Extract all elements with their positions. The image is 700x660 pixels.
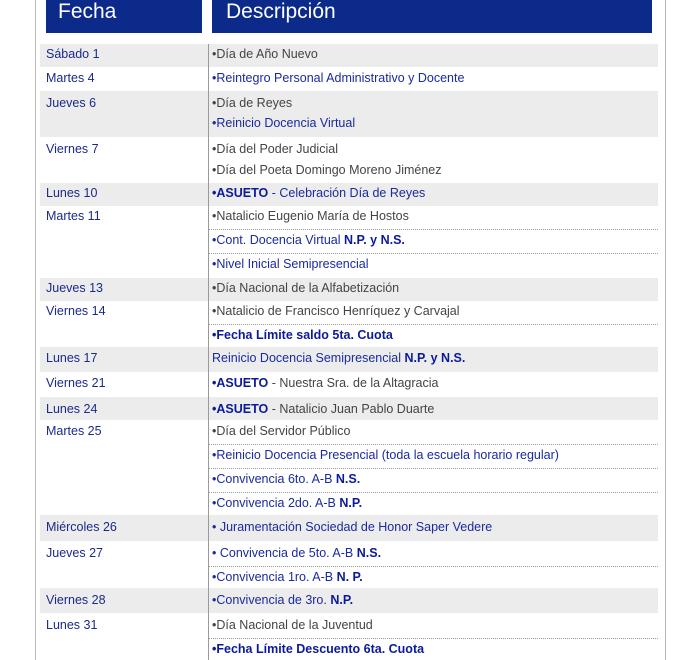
- row-date: Viernes 28: [46, 593, 106, 607]
- event-text: •Convivencia 1ro. A-B: [212, 570, 337, 584]
- event-description: [212, 472, 360, 486]
- event-text: •Nivel Inicial Semipresencial: [212, 257, 369, 271]
- event-text: •Día de Reyes: [212, 96, 293, 110]
- event-description: [212, 71, 464, 85]
- event-text: •Día del Poeta Domingo Moreno Jiménez: [212, 163, 442, 177]
- table-row: [40, 137, 658, 183]
- event-text-bold: •Fecha Límite Descuento 6ta. Cuota: [212, 642, 425, 656]
- row-divider-dotted: [208, 638, 658, 639]
- row-date: Martes 11: [46, 209, 101, 223]
- table-row: [40, 44, 658, 67]
- table-row: [40, 613, 658, 660]
- row-divider-dotted: [208, 229, 658, 230]
- event-text: - Natalicio Juan Pablo Duarte: [268, 402, 435, 416]
- table-row: [40, 347, 658, 372]
- row-divider-dotted: [208, 253, 658, 254]
- page-border-left: [35, 0, 36, 660]
- table-row: [40, 206, 658, 278]
- event-description: [212, 424, 350, 438]
- table-row: [40, 91, 658, 137]
- event-text: • Juramentación Sociedad de Honor Saper Vedere: [212, 520, 493, 534]
- event-text-bold: N.S.: [335, 472, 361, 486]
- row-divider-dotted: [208, 324, 658, 325]
- column-divider: [208, 91, 209, 137]
- event-description: [212, 96, 292, 110]
- event-text: •Día Nacional de la Alfabetización: [212, 281, 400, 295]
- row-date: Viernes 7: [46, 142, 99, 156]
- event-text-bold: •ASUETO: [212, 186, 269, 200]
- table-row: [40, 397, 658, 420]
- column-header-descripcion-label: Descripción: [226, 0, 336, 23]
- column-divider: [208, 372, 209, 397]
- event-description: [212, 186, 425, 200]
- event-text: •Reinicio Docencia Virtual: [212, 116, 356, 130]
- event-text: •Natalicio Eugenio María de Hostos: [212, 209, 409, 223]
- row-divider-dotted: [208, 566, 658, 567]
- column-header-fecha: [46, 0, 202, 33]
- row-date: Viernes 21: [46, 376, 106, 390]
- event-text: •Reinicio Docencia Presencial (toda la escuela horario regular): [212, 448, 559, 462]
- row-divider-dotted: [208, 492, 658, 493]
- table-row: [40, 372, 658, 397]
- event-text-bold: N.P.: [339, 496, 363, 510]
- event-description: [212, 209, 409, 223]
- event-text-bold: N.P. y N.S.: [404, 351, 466, 365]
- event-text-bold: •ASUETO: [212, 402, 269, 416]
- column-divider: [208, 206, 209, 278]
- column-divider: [208, 44, 209, 67]
- column-divider: [208, 541, 209, 588]
- table-row: [40, 278, 658, 301]
- row-date: Miércoles 26: [46, 520, 117, 534]
- event-description: [212, 618, 373, 632]
- table-row: [40, 541, 658, 588]
- column-divider: [208, 397, 209, 420]
- event-description: [212, 351, 465, 365]
- table-row: [40, 588, 658, 613]
- event-text-bold: •ASUETO: [212, 376, 269, 390]
- row-date: Martes 4: [46, 71, 95, 85]
- row-date: Lunes 10: [46, 186, 98, 200]
- event-text: •Día del Servidor Público: [212, 424, 351, 438]
- event-text: •Natalicio de Francisco Henríquez y Carvajal: [212, 304, 460, 318]
- event-text-bold: N.S.: [356, 546, 382, 560]
- event-description: [212, 520, 492, 534]
- table-row: [40, 420, 658, 515]
- row-date: Martes 25: [46, 424, 102, 438]
- column-divider: [208, 278, 209, 301]
- event-text: Reinicio Docencia Semipresencial: [212, 351, 405, 365]
- event-text: •Día de Año Nuevo: [212, 47, 318, 61]
- event-description: [212, 281, 399, 295]
- table-row: [40, 515, 658, 541]
- table-row: [40, 301, 658, 347]
- row-date: Lunes 24: [46, 402, 98, 416]
- event-text: •Día Nacional de la Juventud: [212, 618, 373, 632]
- event-text-bold: N. P.: [336, 570, 363, 584]
- event-description: [212, 376, 438, 390]
- row-date: Jueves 6: [46, 96, 97, 110]
- event-description: [212, 233, 405, 247]
- event-text-bold: N.P.: [330, 593, 354, 607]
- column-divider: [208, 515, 209, 541]
- table-row: [40, 183, 658, 206]
- event-text: •Convivencia de 3ro.: [212, 593, 331, 607]
- column-divider: [208, 137, 209, 183]
- event-text: •Cont. Docencia Virtual: [212, 233, 344, 247]
- event-text: - Nuestra Sra. de la Altagracia: [268, 376, 439, 390]
- event-description: [212, 257, 369, 271]
- page-border-right: [665, 0, 666, 660]
- event-description: [212, 496, 362, 510]
- event-description: [212, 304, 460, 318]
- row-divider-dotted: [208, 468, 658, 469]
- event-description: [212, 402, 434, 416]
- row-divider-dotted: [208, 444, 658, 445]
- column-divider: [208, 613, 209, 660]
- row-date: Lunes 17: [46, 351, 98, 365]
- row-date: Jueves 13: [46, 281, 103, 295]
- event-description: [212, 163, 442, 177]
- row-date: Viernes 14: [46, 304, 106, 318]
- column-header-fecha-label: Fecha: [58, 0, 117, 23]
- event-text: •Convivencia 2do. A-B: [212, 496, 340, 510]
- column-divider: [208, 347, 209, 372]
- event-text: •Convivencia 6to. A-B: [212, 472, 336, 486]
- event-description: [212, 448, 559, 462]
- event-text-bold: •Fecha Límite saldo 5ta. Cuota: [212, 328, 393, 342]
- event-text: - Celebración Día de Reyes: [268, 186, 426, 200]
- event-description: [212, 142, 338, 156]
- event-description: [212, 116, 355, 130]
- column-divider: [208, 67, 209, 91]
- row-date: Lunes 31: [46, 618, 98, 632]
- event-description: [212, 570, 363, 584]
- event-description: [212, 642, 424, 656]
- event-description: [212, 328, 393, 342]
- event-text: •Reintegro Personal Administrativo y Docente: [212, 71, 465, 85]
- event-text: •Día del Poder Judicial: [212, 142, 338, 156]
- event-description: [212, 546, 381, 560]
- event-description: [212, 593, 353, 607]
- event-text-bold: N.P. y N.S.: [344, 233, 405, 247]
- table-row: [40, 67, 658, 91]
- event-description: [212, 47, 318, 61]
- column-header-descripcion: [212, 0, 652, 33]
- column-divider: [208, 588, 209, 613]
- event-text: • Convivencia de 5to. A-B: [212, 546, 357, 560]
- row-date: Sábado 1: [46, 47, 100, 61]
- column-divider: [208, 183, 209, 206]
- row-date: Jueves 27: [46, 546, 103, 560]
